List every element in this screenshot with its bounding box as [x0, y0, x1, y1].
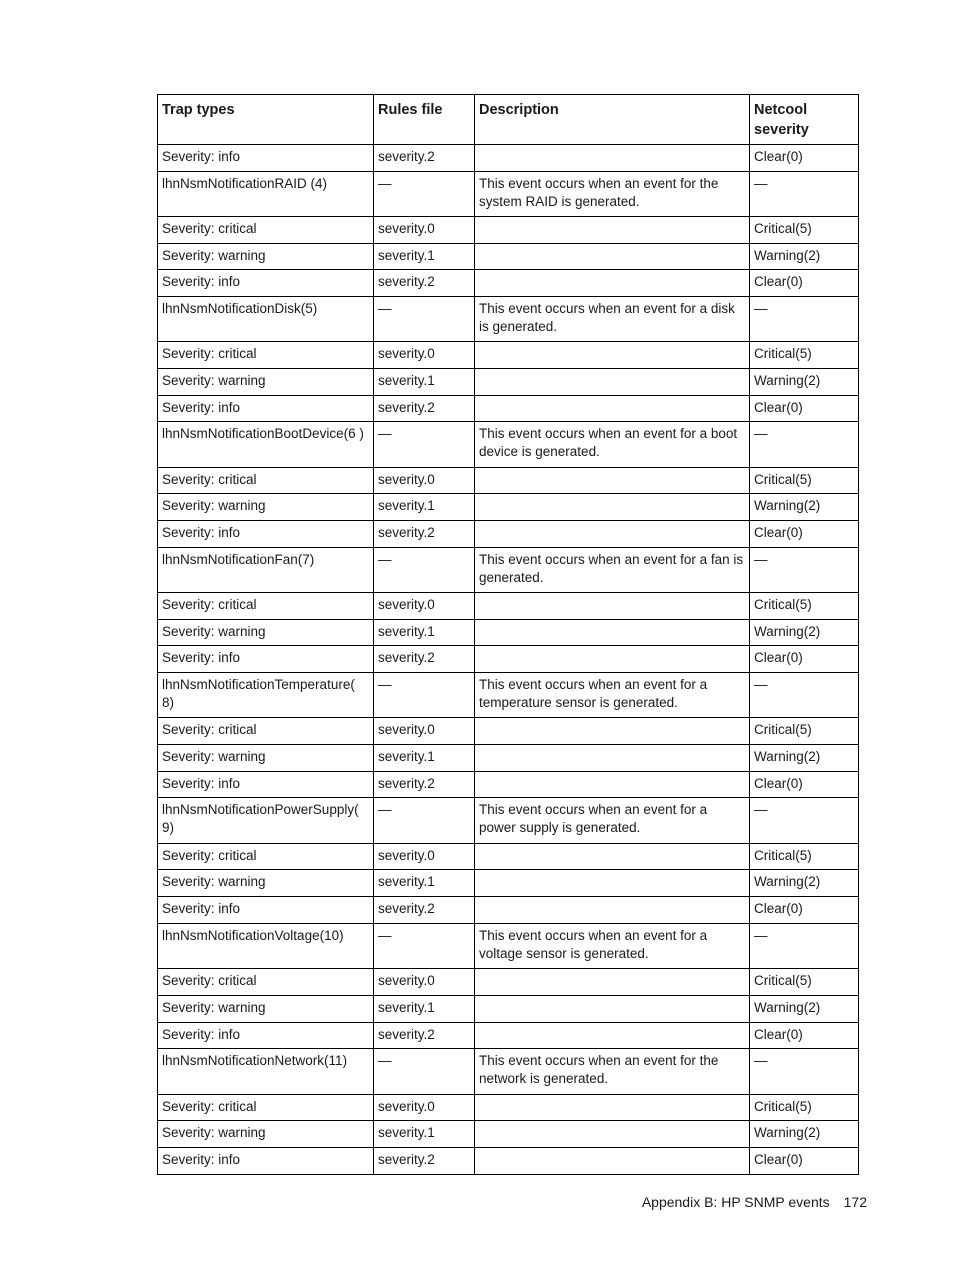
- rules-file-cell: severity.0: [374, 843, 475, 870]
- rules-file-cell: severity.0: [374, 1094, 475, 1121]
- table-row: [158, 1094, 859, 1121]
- description-cell: This event occurs when an event for a power supply is generated.: [475, 798, 750, 843]
- table-row: [158, 995, 859, 1022]
- trap-type-cell: Severity: critical: [158, 1094, 374, 1121]
- page-number: 172: [843, 1194, 867, 1210]
- netcool-severity-cell: Warning(2): [750, 369, 859, 396]
- trap-type-cell: Severity: info: [158, 521, 374, 548]
- netcool-severity-cell: Critical(5): [750, 843, 859, 870]
- rules-file-cell: severity.1: [374, 494, 475, 521]
- rules-file-cell: severity.1: [374, 619, 475, 646]
- netcool-severity-cell: Critical(5): [750, 593, 859, 620]
- description-cell: [475, 619, 750, 646]
- header-row: [158, 95, 859, 145]
- header-trap-types: Trap types: [158, 95, 374, 145]
- trap-type-cell: lhnNsmNotificationVoltage(10): [158, 923, 374, 968]
- trap-type-cell: Severity: warning: [158, 369, 374, 396]
- table-row: [158, 897, 859, 924]
- rules-file-cell: severity.2: [374, 145, 475, 172]
- table-row: [158, 369, 859, 396]
- table-row: [158, 422, 859, 467]
- description-cell: This event occurs when an event for a voltage sensor is generated.: [475, 923, 750, 968]
- table-row: [158, 969, 859, 996]
- table-row: [158, 216, 859, 243]
- rules-file-cell: severity.1: [374, 870, 475, 897]
- trap-type-cell: Severity: info: [158, 897, 374, 924]
- description-cell: This event occurs when an event for a fan is generated.: [475, 547, 750, 592]
- trap-type-cell: lhnNsmNotificationRAID (4): [158, 171, 374, 216]
- description-cell: [475, 216, 750, 243]
- table-row: [158, 270, 859, 297]
- description-cell: This event occurs when an event for the system RAID is generated.: [475, 171, 750, 216]
- trap-type-cell: Severity: info: [158, 646, 374, 673]
- table-header: [158, 95, 859, 145]
- table-row: [158, 745, 859, 772]
- rules-file-cell: severity.1: [374, 1121, 475, 1148]
- description-cell: [475, 395, 750, 422]
- rules-file-cell: —: [374, 297, 475, 342]
- description-cell: [475, 870, 750, 897]
- description-cell: [475, 369, 750, 396]
- description-cell: This event occurs when an event for the network is generated.: [475, 1049, 750, 1094]
- description-cell: [475, 1022, 750, 1049]
- rules-file-cell: —: [374, 1049, 475, 1094]
- table-row: [158, 1121, 859, 1148]
- rules-file-cell: severity.0: [374, 216, 475, 243]
- trap-type-cell: Severity: info: [158, 270, 374, 297]
- description-cell: [475, 342, 750, 369]
- description-cell: [475, 494, 750, 521]
- rules-file-cell: severity.2: [374, 1022, 475, 1049]
- description-cell: [475, 467, 750, 494]
- table-row: [158, 843, 859, 870]
- trap-type-cell: Severity: info: [158, 771, 374, 798]
- table-row: [158, 1022, 859, 1049]
- netcool-severity-cell: —: [750, 422, 859, 467]
- rules-file-cell: —: [374, 547, 475, 592]
- description-cell: [475, 745, 750, 772]
- table-row: [158, 646, 859, 673]
- table-row: [158, 870, 859, 897]
- netcool-severity-cell: Critical(5): [750, 467, 859, 494]
- description-cell: [475, 771, 750, 798]
- table-row: [158, 145, 859, 172]
- netcool-severity-cell: Critical(5): [750, 969, 859, 996]
- trap-type-cell: Severity: info: [158, 145, 374, 172]
- rules-file-cell: —: [374, 171, 475, 216]
- netcool-severity-cell: Clear(0): [750, 897, 859, 924]
- rules-file-cell: severity.2: [374, 897, 475, 924]
- netcool-severity-cell: Warning(2): [750, 745, 859, 772]
- trap-type-cell: Severity: critical: [158, 467, 374, 494]
- trap-type-cell: Severity: critical: [158, 216, 374, 243]
- table-row: [158, 467, 859, 494]
- description-cell: This event occurs when an event for a temperature sensor is generated.: [475, 673, 750, 718]
- netcool-severity-cell: Critical(5): [750, 1094, 859, 1121]
- trap-type-cell: lhnNsmNotificationTemperature( 8): [158, 673, 374, 718]
- rules-file-cell: severity.1: [374, 995, 475, 1022]
- netcool-severity-cell: —: [750, 547, 859, 592]
- netcool-severity-cell: Clear(0): [750, 1147, 859, 1174]
- description-cell: [475, 897, 750, 924]
- rules-file-cell: severity.2: [374, 521, 475, 548]
- table-row: [158, 923, 859, 968]
- table-row: [158, 521, 859, 548]
- netcool-severity-cell: Warning(2): [750, 243, 859, 270]
- rules-file-cell: —: [374, 798, 475, 843]
- description-cell: [475, 243, 750, 270]
- description-cell: [475, 843, 750, 870]
- netcool-severity-cell: Clear(0): [750, 145, 859, 172]
- table-row: [158, 395, 859, 422]
- trap-type-cell: Severity: info: [158, 1022, 374, 1049]
- rules-file-cell: —: [374, 422, 475, 467]
- trap-type-cell: Severity: warning: [158, 995, 374, 1022]
- header-description: Description: [475, 95, 750, 145]
- netcool-severity-cell: —: [750, 798, 859, 843]
- description-cell: [475, 646, 750, 673]
- netcool-severity-cell: Clear(0): [750, 1022, 859, 1049]
- description-cell: [475, 1094, 750, 1121]
- trap-type-cell: Severity: critical: [158, 342, 374, 369]
- description-cell: [475, 1147, 750, 1174]
- netcool-severity-cell: Warning(2): [750, 619, 859, 646]
- trap-type-cell: Severity: critical: [158, 593, 374, 620]
- table-row: [158, 297, 859, 342]
- description-cell: [475, 969, 750, 996]
- netcool-severity-cell: —: [750, 297, 859, 342]
- description-cell: [475, 270, 750, 297]
- rules-file-cell: severity.0: [374, 718, 475, 745]
- trap-type-cell: Severity: info: [158, 1147, 374, 1174]
- table-row: [158, 171, 859, 216]
- rules-file-cell: —: [374, 673, 475, 718]
- description-cell: [475, 995, 750, 1022]
- trap-type-cell: Severity: warning: [158, 243, 374, 270]
- netcool-severity-cell: Critical(5): [750, 718, 859, 745]
- rules-file-cell: severity.0: [374, 593, 475, 620]
- header-rules-file: Rules file: [374, 95, 475, 145]
- table-row: [158, 798, 859, 843]
- trap-type-cell: Severity: warning: [158, 494, 374, 521]
- description-cell: [475, 521, 750, 548]
- description-cell: [475, 145, 750, 172]
- netcool-severity-cell: Clear(0): [750, 771, 859, 798]
- netcool-severity-cell: Critical(5): [750, 216, 859, 243]
- netcool-severity-cell: Warning(2): [750, 494, 859, 521]
- trap-type-cell: Severity: warning: [158, 1121, 374, 1148]
- footer-section-title: Appendix B: HP SNMP events: [641, 1194, 830, 1210]
- rules-file-cell: severity.1: [374, 369, 475, 396]
- netcool-severity-cell: Clear(0): [750, 395, 859, 422]
- netcool-severity-cell: Clear(0): [750, 270, 859, 297]
- trap-type-cell: Severity: warning: [158, 745, 374, 772]
- table-row: [158, 718, 859, 745]
- description-cell: This event occurs when an event for a disk is generated.: [475, 297, 750, 342]
- trap-type-cell: Severity: critical: [158, 969, 374, 996]
- description-cell: [475, 593, 750, 620]
- trap-type-cell: lhnNsmNotificationBootDevice(6 ): [158, 422, 374, 467]
- trap-type-cell: Severity: info: [158, 395, 374, 422]
- rules-file-cell: severity.2: [374, 646, 475, 673]
- netcool-severity-cell: Clear(0): [750, 646, 859, 673]
- netcool-severity-cell: Warning(2): [750, 870, 859, 897]
- netcool-severity-cell: Warning(2): [750, 1121, 859, 1148]
- description-cell: [475, 1121, 750, 1148]
- table-row: [158, 547, 859, 592]
- rules-file-cell: —: [374, 923, 475, 968]
- description-cell: This event occurs when an event for a boot device is generated.: [475, 422, 750, 467]
- netcool-severity-cell: Critical(5): [750, 342, 859, 369]
- table-body: [158, 145, 859, 1175]
- table-row: [158, 593, 859, 620]
- rules-file-cell: severity.1: [374, 745, 475, 772]
- rules-file-cell: severity.0: [374, 969, 475, 996]
- netcool-severity-cell: Warning(2): [750, 995, 859, 1022]
- description-cell: [475, 718, 750, 745]
- trap-type-cell: lhnNsmNotificationFan(7): [158, 547, 374, 592]
- trap-type-cell: Severity: critical: [158, 718, 374, 745]
- trap-type-cell: lhnNsmNotificationDisk(5): [158, 297, 374, 342]
- rules-file-cell: severity.1: [374, 243, 475, 270]
- page-footer: [642, 1194, 867, 1210]
- table-row: [158, 494, 859, 521]
- rules-file-cell: severity.2: [374, 1147, 475, 1174]
- netcool-severity-cell: —: [750, 673, 859, 718]
- trap-type-cell: Severity: critical: [158, 843, 374, 870]
- trap-type-cell: lhnNsmNotificationPowerSupply( 9): [158, 798, 374, 843]
- netcool-severity-cell: —: [750, 1049, 859, 1094]
- table-row: [158, 1147, 859, 1174]
- rules-file-cell: severity.2: [374, 270, 475, 297]
- table-row: [158, 342, 859, 369]
- trap-type-cell: Severity: warning: [158, 619, 374, 646]
- table-row: [158, 771, 859, 798]
- netcool-severity-cell: —: [750, 171, 859, 216]
- header-netcool-severity: Netcool severity: [750, 95, 859, 145]
- table-row: [158, 243, 859, 270]
- rules-file-cell: severity.0: [374, 467, 475, 494]
- trap-type-cell: Severity: warning: [158, 870, 374, 897]
- netcool-severity-cell: —: [750, 923, 859, 968]
- trap-type-cell: lhnNsmNotificationNetwork(11): [158, 1049, 374, 1094]
- table-row: [158, 619, 859, 646]
- table-row: [158, 673, 859, 718]
- snmp-trap-table: [157, 94, 859, 1175]
- rules-file-cell: severity.0: [374, 342, 475, 369]
- netcool-severity-cell: Clear(0): [750, 521, 859, 548]
- rules-file-cell: severity.2: [374, 771, 475, 798]
- rules-file-cell: severity.2: [374, 395, 475, 422]
- table-row: [158, 1049, 859, 1094]
